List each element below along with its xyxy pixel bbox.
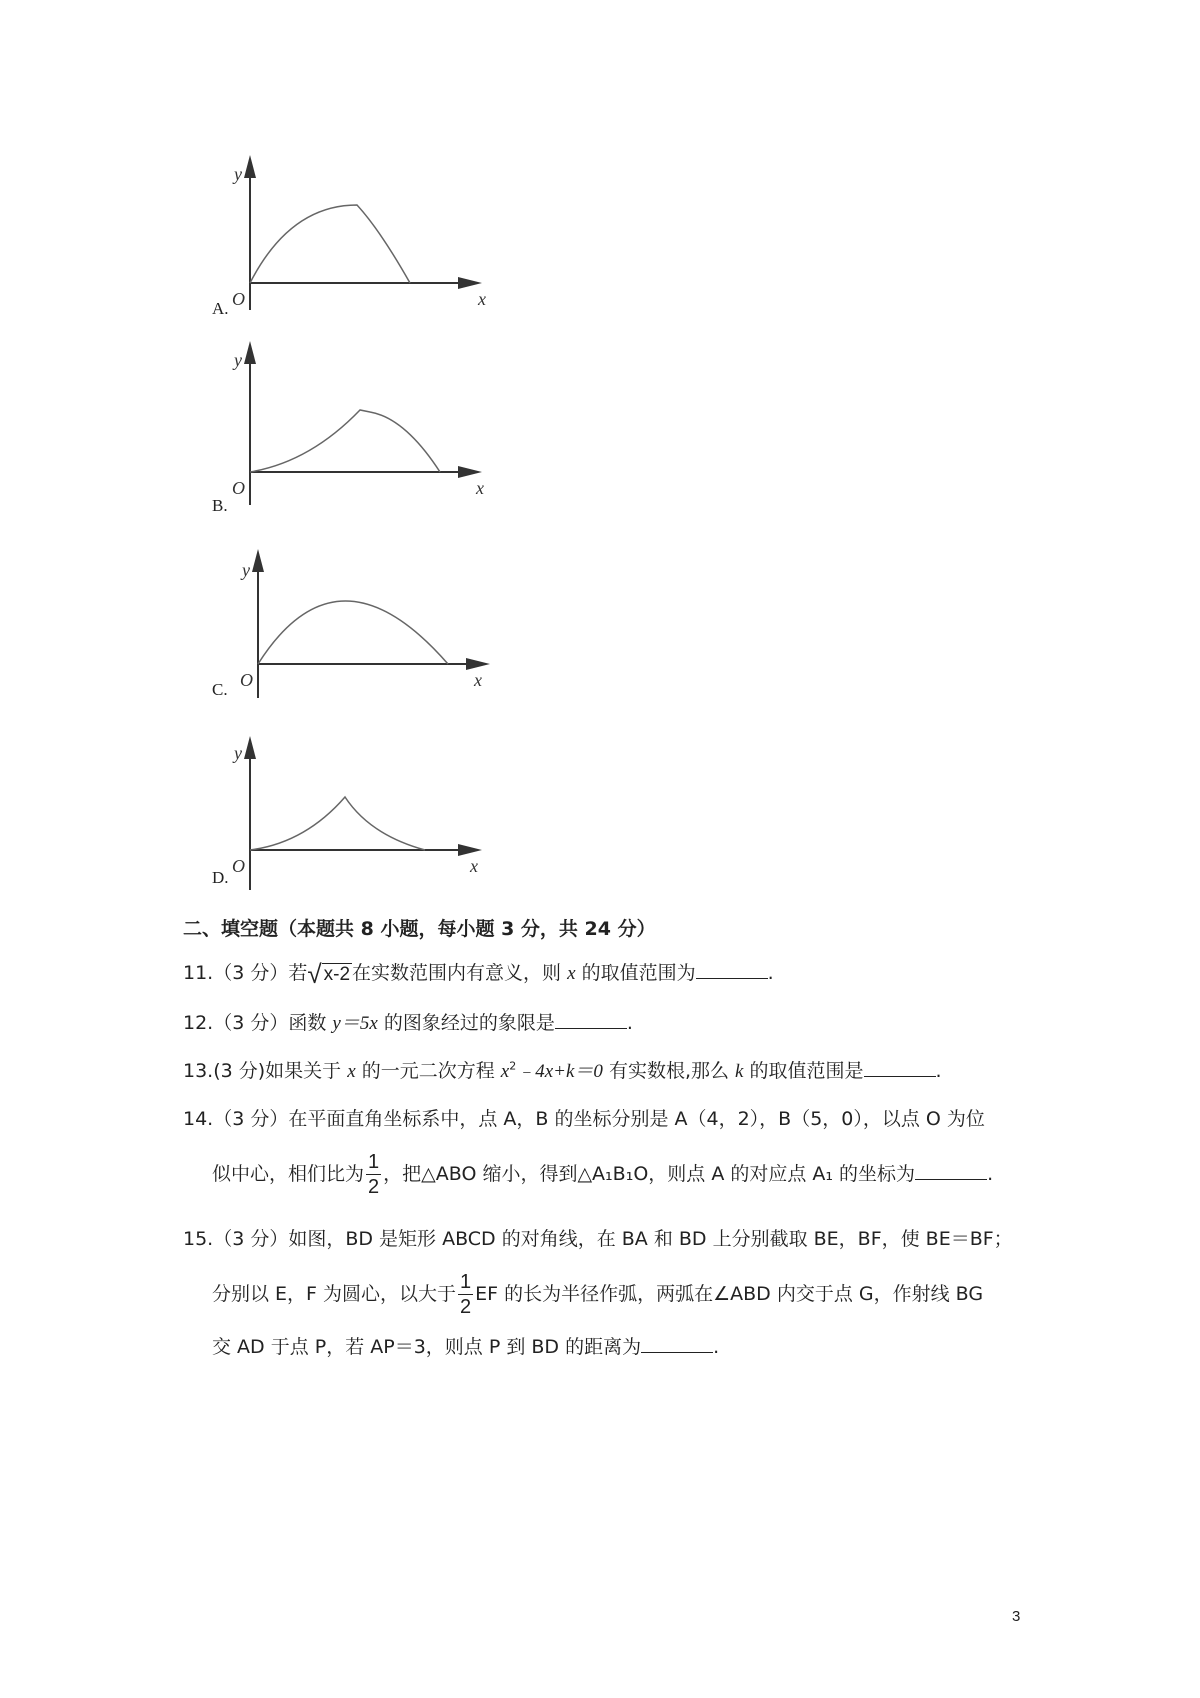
q12-tail: . xyxy=(626,1012,633,1034)
q15-line2a: 分别以 E，F 为圆心，以大于 xyxy=(212,1283,457,1305)
y-axis-label: y xyxy=(234,743,242,763)
y-axis-arrow-icon xyxy=(244,341,256,364)
question-15-line-3 xyxy=(212,1334,719,1359)
q13-mid: 的一元二次方程 xyxy=(361,1060,495,1082)
fraction-denominator: 2 xyxy=(368,1176,380,1198)
q15-line3: 交 AD 于点 P，若 AP＝3，则点 P 到 BD 的距离为 xyxy=(212,1336,642,1358)
graph-option-d xyxy=(230,735,490,890)
graph-option-c xyxy=(238,548,498,698)
x-axis-label: x xyxy=(476,478,484,498)
option-b-label: B. xyxy=(212,496,228,515)
option-a-label: A. xyxy=(212,299,229,318)
fraction-denominator: 2 xyxy=(460,1296,472,1318)
section-title: 二、填空题（本题共 8 小题，每小题 3 分，共 24 分） xyxy=(183,918,656,940)
function-curve xyxy=(250,797,425,850)
q12-end: 的图象经过的象限是 xyxy=(383,1012,555,1034)
q14-tail: . xyxy=(987,1163,994,1185)
question-14-line-2 xyxy=(212,1152,993,1197)
fraction-one-half xyxy=(366,1152,381,1197)
q13-var2: k xyxy=(735,1061,744,1082)
x-axis-arrow-icon xyxy=(458,844,482,856)
x-axis-arrow-icon xyxy=(458,466,482,478)
y-axis-arrow-icon xyxy=(252,549,264,572)
q13-eq-rest: ﹣4x+k＝0 xyxy=(516,1061,603,1082)
q13-mid2: 有实数根,那么 xyxy=(608,1060,729,1082)
q13-eq-x: x xyxy=(500,1061,510,1082)
fraction-numerator: 1 xyxy=(368,1151,380,1173)
graph-option-a xyxy=(230,150,490,315)
q13-end: 的取值范围是 xyxy=(749,1060,864,1082)
q14-line2a: 似中心，相们比为 xyxy=(212,1163,365,1185)
q12-number: 12.（3 分）函数 xyxy=(183,1012,327,1034)
origin-label: O xyxy=(232,856,245,876)
sqrt-expression xyxy=(307,958,352,989)
question-14-line-1: 14.（3 分）在平面直角坐标系中，点 A，B 的坐标分别是 A（4，2），B（5，0），以点 O 为位 xyxy=(183,1108,985,1130)
fraction-one-half xyxy=(458,1272,473,1317)
origin-label: O xyxy=(240,670,253,690)
q11-number: 11.（3 分）若 xyxy=(183,962,308,984)
y-axis-label: y xyxy=(242,560,250,580)
radical-icon: √ xyxy=(307,958,322,989)
x-axis-label: x xyxy=(478,289,486,309)
question-13 xyxy=(183,1058,942,1084)
y-axis-label: y xyxy=(234,164,242,184)
q12-expr: y＝5x xyxy=(332,1013,378,1034)
origin-label: O xyxy=(232,289,245,309)
origin-label: O xyxy=(232,478,245,498)
x-axis-arrow-icon xyxy=(458,277,482,289)
option-d-label: D. xyxy=(212,868,229,887)
answer-blank[interactable] xyxy=(864,1058,936,1077)
q11-text: 在实数范围内有意义，则 xyxy=(352,962,562,984)
radicand: x-2 xyxy=(323,963,351,985)
q11-var: x xyxy=(567,963,576,984)
question-15-line-1: 15.（3 分）如图，BD 是矩形 ABCD 的对角线，在 BA 和 BD 上分别截取 BE，BF，使 BE＝BF； xyxy=(183,1228,1013,1250)
y-axis-arrow-icon xyxy=(244,155,256,178)
q11-end: 的取值范围为 xyxy=(581,962,696,984)
q13-number: 13.(3 分)如果关于 xyxy=(183,1060,342,1082)
q13-eq-sup: 2 xyxy=(509,1059,517,1073)
function-curve xyxy=(250,205,410,283)
q13-tail: . xyxy=(935,1060,942,1082)
graph-option-b xyxy=(230,340,490,505)
y-axis-label: y xyxy=(234,350,242,370)
fraction-numerator: 1 xyxy=(460,1271,472,1293)
answer-blank[interactable] xyxy=(915,1161,987,1180)
function-curve xyxy=(258,601,448,664)
question-11 xyxy=(183,960,774,987)
question-15-line-2 xyxy=(212,1272,983,1317)
q14-line2b: ，把△ABO 缩小，得到△A₁B₁O，则点 A 的对应点 A₁ 的坐标为 xyxy=(383,1163,916,1185)
y-axis-arrow-icon xyxy=(244,736,256,759)
x-axis-arrow-icon xyxy=(466,658,490,670)
q15-line2b: EF 的长为半径作弧，两弧在∠ABD 内交于点 G，作射线 BG xyxy=(475,1283,984,1305)
question-12 xyxy=(183,1010,633,1036)
page-number: 3 xyxy=(1012,1608,1021,1625)
answer-blank[interactable] xyxy=(696,960,768,979)
q11-tail: . xyxy=(767,962,774,984)
function-curve xyxy=(250,410,440,472)
x-axis-label: x xyxy=(474,670,482,690)
q15-tail: . xyxy=(713,1336,720,1358)
x-axis-label: x xyxy=(470,856,478,876)
q13-var: x xyxy=(347,1061,356,1082)
answer-blank[interactable] xyxy=(641,1334,713,1353)
answer-blank[interactable] xyxy=(555,1010,627,1029)
option-c-label: C. xyxy=(212,680,228,699)
